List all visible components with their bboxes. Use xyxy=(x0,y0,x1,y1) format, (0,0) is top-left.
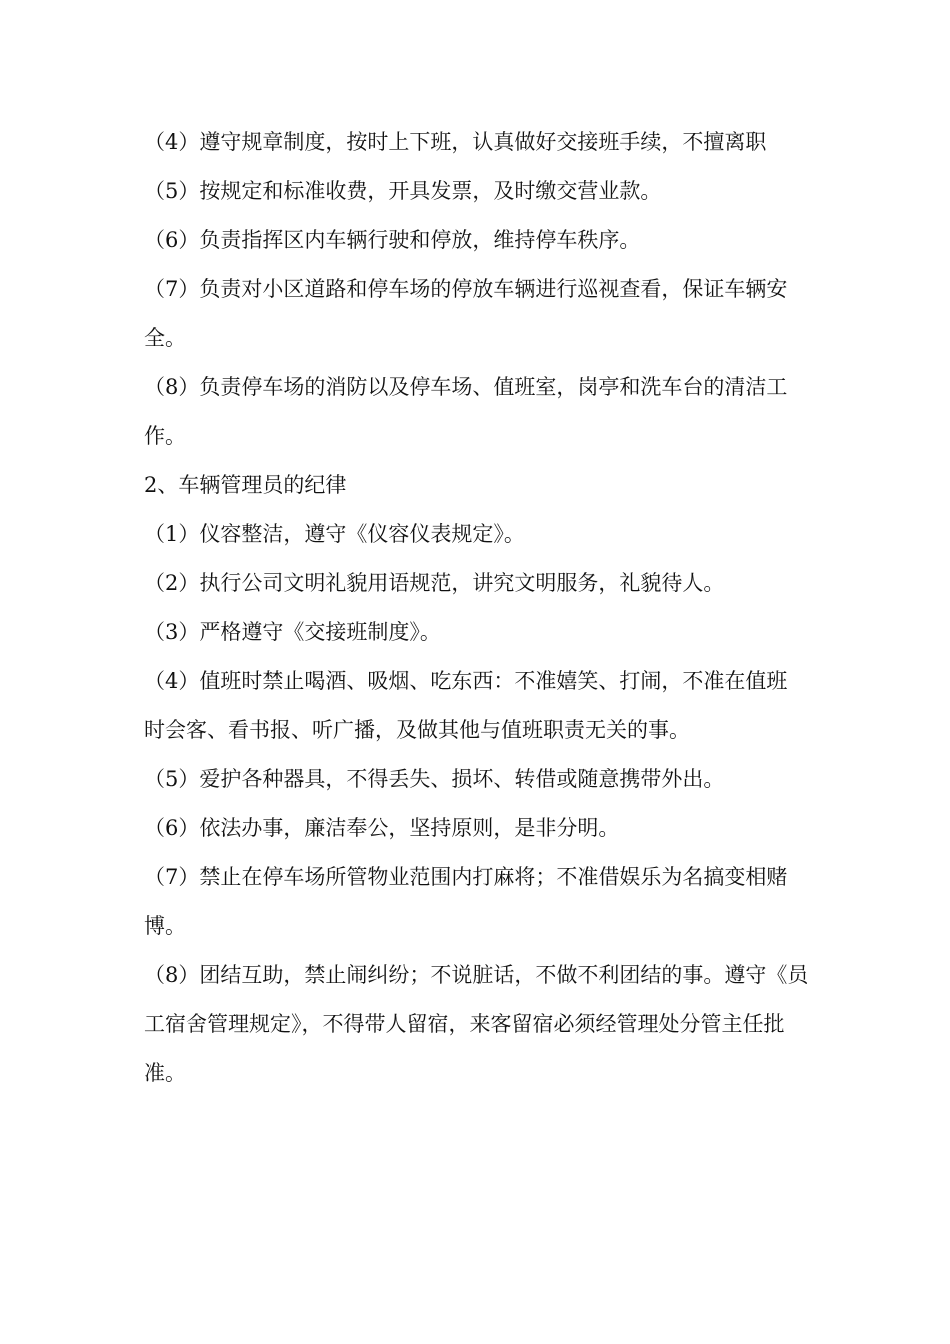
text-line-5: 全。 xyxy=(144,326,186,350)
text-line-14: （5）爱护各种器具，不得丢失、损坏、转借或随意携带外出。 xyxy=(144,767,725,791)
text-line-13: 时会客、看书报、听广播，及做其他与值班职责无关的事。 xyxy=(144,718,690,742)
text-line-18: （8）团结互助，禁止闹纠纷；不说脏话，不做不利团结的事。遵守《员 xyxy=(144,963,809,987)
text-line-10: （2）执行公司文明礼貌用语规范，讲究文明服务，礼貌待人。 xyxy=(144,571,725,595)
text-line-19: 工宿舍管理规定》，不得带人留宿，来客留宿必须经管理处分管主任批 xyxy=(144,1012,785,1036)
text-line-1: （4）遵守规章制度，按时上下班，认真做好交接班手续，不擅离职 xyxy=(144,130,767,154)
text-line-17: 博。 xyxy=(144,914,186,938)
text-line-11: （3）严格遵守《交接班制度》。 xyxy=(144,620,441,644)
text-line-20: 准。 xyxy=(144,1061,186,1085)
text-line-7: 作。 xyxy=(144,424,186,448)
text-line-2: （5）按规定和标准收费，开具发票，及时缴交营业款。 xyxy=(144,179,662,203)
text-line-4: （7）负责对小区道路和停车场的停放车辆进行巡视查看，保证车辆安 xyxy=(144,277,788,301)
text-line-3: （6）负责指挥区内车辆行驶和停放，维持停车秩序。 xyxy=(144,228,641,252)
text-line-9: （1）仪容整洁，遵守《仪容仪表规定》。 xyxy=(144,522,525,546)
section-heading: 2、车辆管理员的纪律 xyxy=(144,473,347,497)
text-line-16: （7）禁止在停车场所管物业范围内打麻将；不准借娱乐为名搞变相赌 xyxy=(144,865,788,889)
document-body xyxy=(144,118,814,1098)
text-line-12: （4）值班时禁止喝酒、吸烟、吃东西：不准嬉笑、打闹，不准在值班 xyxy=(144,669,788,693)
text-line-15: （6）依法办事，廉洁奉公，坚持原则，是非分明。 xyxy=(144,816,620,840)
text-line-6: （8）负责停车场的消防以及停车场、值班室，岗亭和洗车台的清洁工 xyxy=(144,375,788,399)
